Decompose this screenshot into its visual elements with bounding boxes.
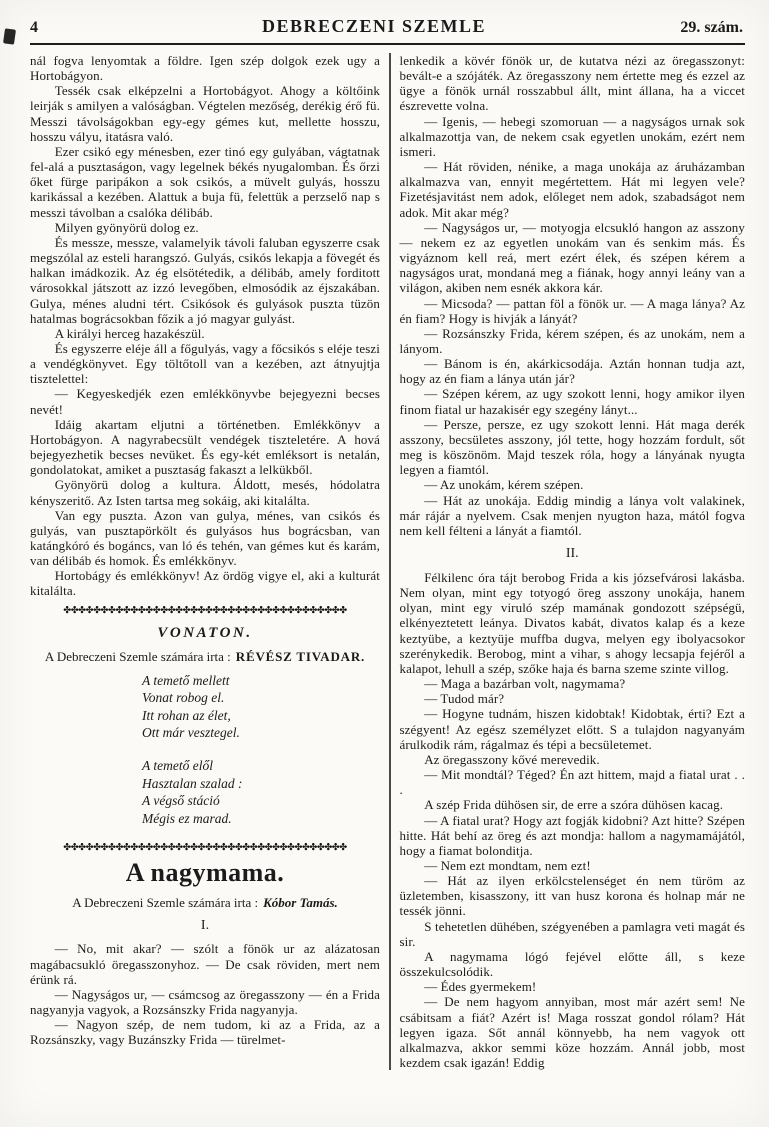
text-paragraph: — Tudod már? (424, 691, 505, 707)
text-paragraph: — Igenis, — hebegi szomoruan — a nagyságos urnak sok alkalmazottja van, de nekem csak egyetlen unokám, ezért nem ismeri. (399, 113, 745, 159)
poem-line: Hasztalan szalad : (142, 775, 243, 791)
text-paragraph: A nagymama lógó fejével előtte áll, s keze összekulcsolódik. (399, 948, 745, 980)
text-paragraph: — De nem hagyom annyiban, most már azért sem! Ne csábitsam a fiát? Azért is! Maga rosszat gondol rólam? Hát legyen igaza. Sőt annál könnyebb, ha nem vagyok ott alkalmazva, akkor semmi köze hozzám. Annál jobb, most kezdem csak igazán! Eddig (399, 994, 745, 1070)
text-paragraph: — Nem ezt mondtam, nem ezt! (424, 857, 591, 873)
poem-line: A temető mellett (142, 672, 230, 688)
ornament-divider: ✤✤✤✤✤✤✤✤✤✤✤✤✤✤✤✤✤✤✤✤✤✤✤✤✤✤✤✤✤✤✤✤✤✤✤✤✤✤ (63, 604, 347, 616)
story-chapter1-paragraphs (30, 941, 380, 1047)
poem-line: Vonat robog el. (142, 690, 225, 706)
text-paragraph: Tessék csak elképzelni a Hortobágyot. Ahogy a költőink leirják s amilyen a valóságban. Végtelen mezőség, derékig érő fü. Messzi távolságokban egy-egy gémes kut, mellette hosszu, hosszu vályu, itatásra való. (30, 83, 380, 144)
text-paragraph: Gyönyörü dolog a kultura. Áldott, mesés, hódolatra kényszeritő. Az Isten tartsa meg sokáig, aki kitalálta. (30, 477, 380, 508)
page-number: 4 (30, 19, 38, 36)
text-paragraph: A királyi herceg hazakészül. (54, 325, 205, 341)
byline-prefix: A Debreczeni Szemle számára irta : (72, 895, 259, 911)
story-chapter2-paragraphs (400, 570, 746, 1070)
text-paragraph: — Persze, persze, ez ugy szokott lenni. Hát maga derék asszony, becsületes asszony, jól tette, hogy hozzám fordult, sőt meg is köszönöm. Majd teszek róla, hogy a lányának nyugta legyen a fiamtól. (399, 416, 745, 478)
text-paragraph: — Nagyságos ur, — motyogja elcsukló hangon az asszony — nekem ez az egyetlen unokám van és senkim más. És vigyáznom kell reá, mert ezért élek, és szépen kérem a nagyságos urat, mondaná meg a fiának, hogy annyi leány van a világon, akiben nem esnék akkora kár. (399, 219, 745, 296)
poem-section (30, 625, 380, 828)
byline-author: Kóbor Tamás. (263, 895, 338, 911)
text-paragraph: Ezer csikó egy ménesben, ezer tinó egy gulyában, vágtatnak fel-alá a pusztaságon, vagy legelnek békés nyugalomban. És őrzi őket fürge paripákon a sok csikós, a müvelt gulyás, hosszu karikással a kezében. Alattuk a buja fü, felettük a perzselő nap s messzi távolban a csalóka délibáb. (30, 143, 380, 220)
text-paragraph: — Édes gyermekem! (424, 979, 537, 995)
text-paragraph: lenkedik a kövér fönök ur, de kutatva nézi az öregasszonyt: bevált-e a szójáték. Az öregasszony nem értette meg és ezzel az ügye a fönök urnál rosszabbul állt, mint állana, ha a viccet észrevette volna. (399, 53, 745, 114)
text-paragraph: És messze, messze, valamelyik távoli faluban egyszerre csak megszólal az esteli harangszó. Gulyás, csikós lekapja a fövegét és halkan imádkozik. Az ég elsötétedik, a délibáb, amely forditott városokkal játszott az izzó levegőben, elmosódik az éjszakában. Gulya, ménes aludni tért. Csikósok és gulyások puszta tüzön hatalmas bográcsokban főzik a jó magyar gulyást. (30, 234, 380, 326)
text-paragraph: — Mit mondtál? Téged? Én azt hittem, majd a fiatal urat . . . (399, 767, 745, 798)
text-paragraph: — Micsoda? — pattan föl a fönök ur. — A maga lánya? Az én fiam? Hogy is hivják a lányát? (399, 295, 745, 326)
hortobagy-article-continuation (30, 53, 380, 599)
poem-stanza (142, 672, 380, 742)
poem-line: A temető elől (142, 758, 213, 773)
chapter-number-2: II. (565, 546, 579, 561)
byline-prefix: A Debreczeni Szemle számára irta : (44, 648, 231, 664)
text-paragraph: Félkilenc óra tájt berobog Frida a kis józsefvárosi lakásba. Nem olyan, mint egy totyogó öreg asszony unokája, hanem olyan, mint egy viruló szép mamának gondozott szépségü, elkényeztetett leánya. Divatos kabát, divatos kalap és a keze keztyübe, a keztyüje muffba dugva, melyen egy ibolyacsokor szerénykedik. Berobog, mint a vihar, s ahogy lecsapja fejéről a kalapot, lehull a szép, szőke haja és barna szeme szinte villog. (399, 570, 745, 676)
text-paragraph: — Rozsánszky Frida, kérem szépen, és az unokám, nem a lányom. (399, 325, 745, 356)
text-paragraph: — Szépen kérem, az ugy szokott lenni, hogy amikor ilyen finom fiatal ur hazakisér egy szegény lányt... (399, 386, 745, 417)
story-byline (30, 895, 380, 911)
text-paragraph: — Hát az ilyen erkölcstelenséget én nem türöm az üzletemben, kisasszony, itt van husz korona és holnap már ne tessék jönni. (399, 873, 745, 919)
story-title: A nagymama. (125, 858, 285, 888)
poem-line: Itt rohan az élet, (142, 707, 231, 723)
poem-stanza (142, 757, 380, 827)
poem-title: VONATON. (157, 624, 253, 641)
text-paragraph: — Az unokám, kérem szépen. (424, 477, 584, 493)
newspaper-title: DEBRECZENI SZEMLE (261, 16, 487, 36)
text-paragraph: — Hát röviden, nénike, a maga unokája az áruházamban alkalmazva van, ennyit megértettem. Hát mi legyen vele? Fizetésjavitást nem adok, előleget nem adok, szabadságot nem adok. Mit akar még? (399, 159, 745, 220)
text-paragraph: Van egy puszta. Azon van gulya, ménes, van csikós és gulyás, van pusztapörkölt és gulyásos hus bográcsban, van katángkóró és bogáncs, van ló és tehén, van gémes kut és karám, van délibáb és homok. És emlékkönyv. (30, 507, 380, 569)
text-paragraph: — Nagyságos ur, — csámcsog az öregasszony — én a Frida nagyanyja vagyok, a Rozsánszky Frida nagyanyja. (30, 986, 380, 1017)
text-paragraph: És egyszerre eléje áll a főgulyás, vagy a főcsikós s eléje teszi a vendégkönyvet. Egy töltőtoll van a kezében, azt átnyujtja tisztelettel: (30, 340, 380, 387)
poem-line: Ott már vesztegel. (142, 725, 240, 741)
chapter-number-1: I. (200, 918, 210, 934)
text-paragraph: — Bánom is én, akárkicsodája. Aztán honnan tudja azt, hogy az én fiam a lánya után jár? (399, 356, 745, 387)
left-column (30, 53, 380, 1070)
text-paragraph: Idáig akartam eljutni a történetben. Emlékkönyv a Hortobágyon. A nagyrabecsült vendégek tiszteletére. A hová bejegyezhetik becses nevüket. És egy-két emléksort is netalán, gondolatokat, amiket a pusztaság fakaszt a lelkükből. (30, 416, 380, 478)
poem-byline (30, 649, 380, 665)
text-paragraph: A szép Frida dühösen sir, de erre a szóra dühösen kacag. (424, 797, 724, 813)
text-paragraph: nál fogva lenyomtak a földre. Igen szép dolgok ezek ugy a Hortobágyon. (30, 53, 380, 84)
masthead (0, 0, 769, 40)
text-paragraph: S tehetetlen dühében, szégyenében a pamlagra veti magát és sir. (399, 918, 745, 949)
column-divider-rule (389, 53, 391, 1070)
text-paragraph: — No, mit akar? — szólt a fönök ur az alázatosan magábacsukló öregasszonyhoz. — De csak röviden, mert nem érünk rá. (30, 941, 380, 987)
scan-artifact-mark (3, 28, 16, 44)
text-paragraph: — Nagyon szép, de nem tudom, ki az a Frida, az a Rozsánszky, vagy Buzánszky Frida — türelmet- (30, 1017, 380, 1048)
column-layout (0, 45, 769, 1070)
text-paragraph: Milyen gyönyörü dolog ez. (54, 219, 199, 235)
poem-line: A végső stáció (142, 793, 220, 809)
byline-author: RÉVÉSZ TIVADAR. (235, 648, 366, 664)
poem-line: Mégis ez marad. (142, 810, 232, 826)
ornament-divider: ✤✤✤✤✤✤✤✤✤✤✤✤✤✤✤✤✤✤✤✤✤✤✤✤✤✤✤✤✤✤✤✤✤✤✤✤✤✤ (63, 842, 347, 854)
story-chapter1-paragraphs-continued (400, 53, 746, 538)
text-paragraph: — A fiatal urat? Hogy azt fogják kidobni? Azt hitte? Szépen hitte. Hát behí az öreg és azt mondja: hallom a nagymamájától, hogy a fiamat bolonditja. (399, 812, 745, 858)
text-paragraph: Hortobágy és emlékkönyv! Az ördög vigye el, aki a kulturát kitalálta. (30, 568, 380, 599)
story-section (30, 858, 380, 1047)
poem-body (142, 672, 380, 828)
text-paragraph: — Hát az unokája. Eddig mindig a lánya volt valakinek, már rájár a nyelvem. Csak menjen nyugton haza, mától fogva nem kell félteni a lányát a fiamtól. (399, 492, 745, 538)
text-paragraph: — Maga a bazárban volt, nagymama? (424, 676, 626, 692)
text-paragraph: — Hogyne tudnám, hiszen kidobtak! Kidobtak, érti? Ezt a szégyent! Az egész személyzet előtt. S a tulajdon nagyanyám árulkodik rám, rágalmaz és tépi a becsületemet. (399, 706, 745, 752)
issue-number: 29. szám. (680, 19, 743, 36)
text-paragraph: Az öregasszony kővé merevedik. (424, 751, 600, 767)
text-paragraph: — Kegyeskedjék ezen emlékkönyvbe bejegyezni becses nevét! (30, 386, 380, 417)
right-column (400, 53, 746, 1070)
